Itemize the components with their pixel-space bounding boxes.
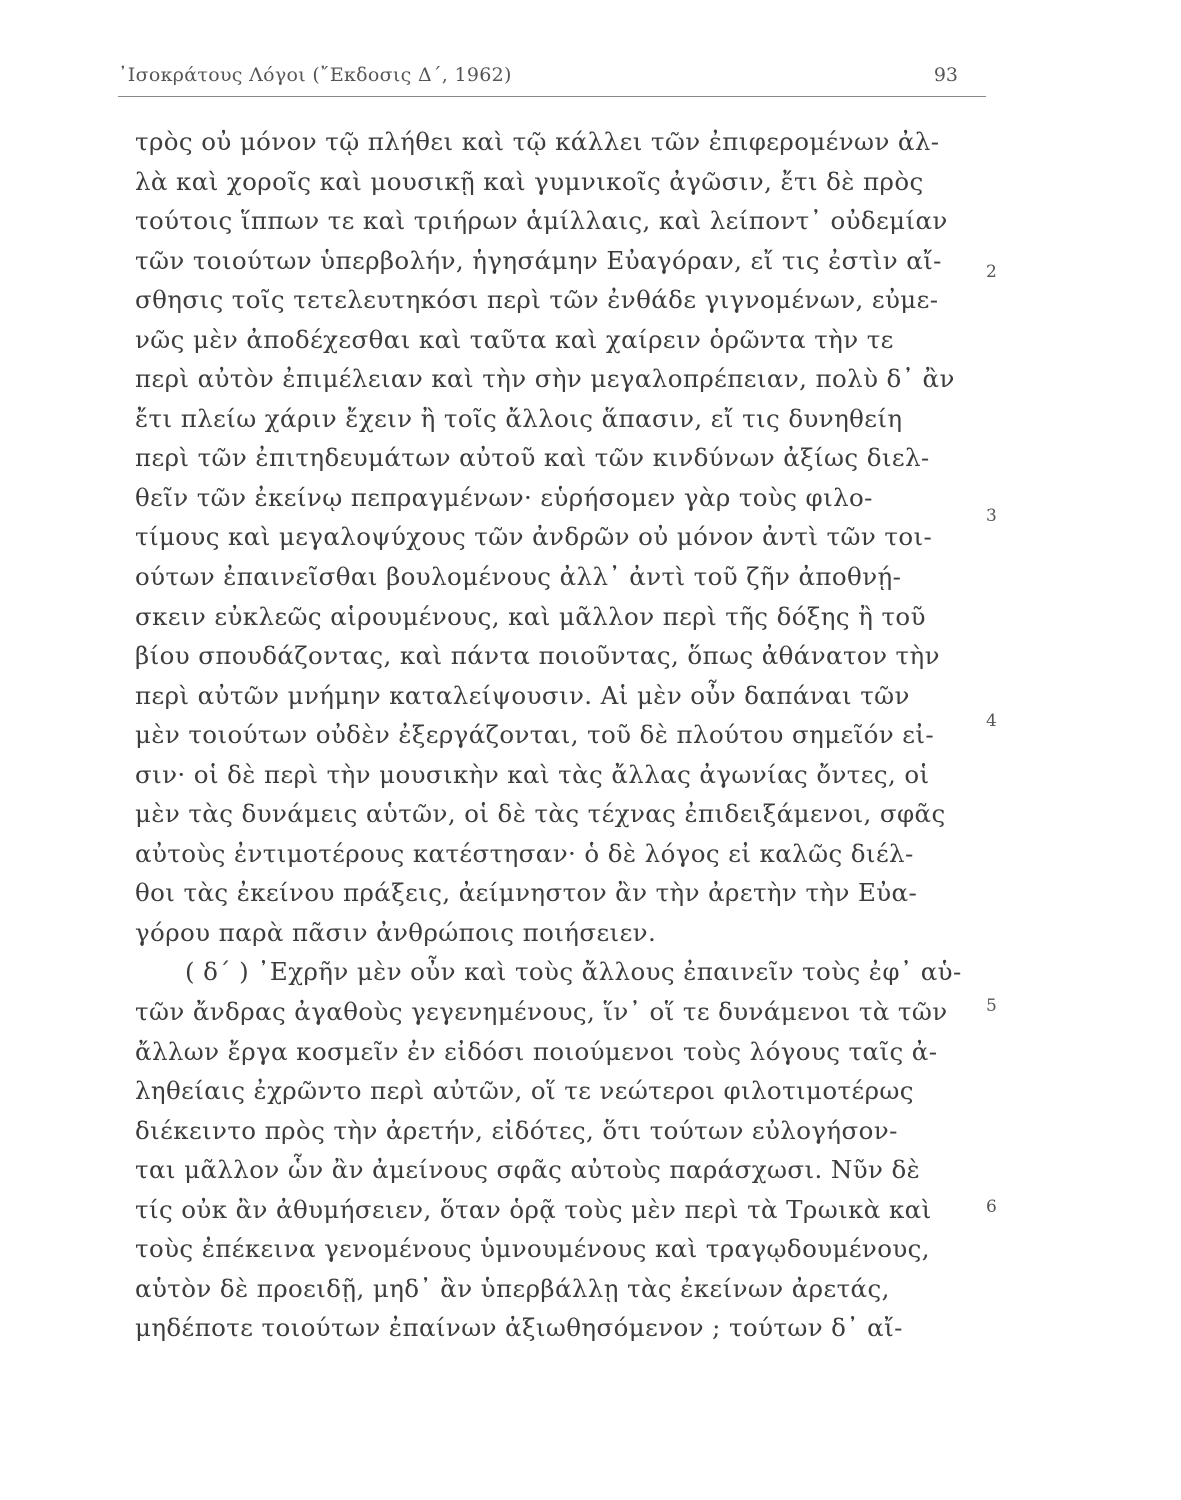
running-header <box>118 60 986 97</box>
text-line: τῶν τοιούτων ὑπερβολήν, ἡγησάμην Εὐαγόραν, εἴ τις ἐστὶν αἴ- <box>135 245 942 275</box>
section-number-margin: 6 <box>986 1197 997 1217</box>
text-line: λὰ καὶ χοροῖς καὶ μουσικῇ καὶ γυμνικοῖς ἀγῶσιν, ἔτι δὲ πρὸς <box>135 166 924 196</box>
text-line: ται μᾶλλον ὧν ἂν ἀμείνους σφᾶς αὐτοὺς παράσχωσι. Νῦν δὲ <box>135 1155 921 1185</box>
text-line: τοὺς ἐπέκεινα γενομένους ὑμνουμένους καὶ τραγῳδουμένους, <box>135 1234 930 1264</box>
text-line: τρὸς οὐ μόνον τῷ πλήθει καὶ τῷ κάλλει τῶν ἐπιφερομένων ἀλ- <box>135 127 940 156</box>
section-number-margin: 2 <box>986 262 997 282</box>
text-line: περὶ αὐτὸν ἐπιμέλειαν καὶ τὴν σὴν μεγαλοπρέπειαν, πολὺ δ᾽ ἂν <box>135 364 955 394</box>
text-line: μὲν τὰς δυνάμεις αὑτῶν, οἱ δὲ τὰς τέχνας ἐπιδειξάμενοι, σφᾶς <box>135 799 946 829</box>
text-line: αὑτὸν δὲ προειδῇ, μηδ᾽ ἂν ὑπερβάλλῃ τὰς ἐκείνων ἀρετάς, <box>135 1273 890 1303</box>
text-line: νῶς μὲν ἀποδέχεσθαι καὶ ταῦτα καὶ χαίρειν ὁρῶντα τὴν τε <box>135 324 894 354</box>
text-line: τούτοις ἵππων τε καὶ τριήρων ἁμίλλαις, καὶ λείποντ᾽ οὐδεμίαν <box>135 206 948 236</box>
section-number-margin: 4 <box>986 711 997 731</box>
text-line: διέκειντο πρὸς τὴν ἀρετήν, εἰδότες, ὅτι τούτων εὐλογήσον- <box>135 1115 898 1145</box>
text-line: σθησις τοῖς τετελευτηκόσι περὶ τῶν ἐνθάδε γιγνομένων, εὐμε- <box>135 285 939 315</box>
text-line: βίου σπουδάζοντας, καὶ πάντα ποιοῦντας, ὅπως ἀθάνατον τὴν <box>135 641 940 671</box>
text-line: ούτων ἐπαινεῖσθαι βουλομένους ἀλλ᾽ ἀντὶ τοῦ ζῆν ἀποθνῄ- <box>135 562 902 592</box>
page-number: 93 <box>933 64 958 86</box>
text-line: μηδέποτε τοιούτων ἐπαίνων ἀξιωθησόμενον ; τούτων δ᾽ αἴ- <box>135 1313 903 1343</box>
text-line: θοι τὰς ἐκείνου πράξεις, ἀείμνηστον ἂν τὴν ἀρετὴν τὴν Εὐα- <box>135 878 918 908</box>
section-number-margin: 5 <box>986 996 997 1016</box>
text-line: σκειν εὐκλεῶς αἱρουμένους, καὶ μᾶλλον περὶ τῆς δόξης ἢ τοῦ <box>135 601 926 631</box>
body-text <box>135 122 981 1348</box>
text-line: θεῖν τῶν ἐκείνῳ πεπραγμένων· εὑρήσομεν γὰρ τοὺς φιλο- <box>135 482 873 512</box>
text-line: γόρου παρὰ πᾶσιν ἀνθρώποις ποιήσειεν. <box>135 917 657 947</box>
text-line: αὐτοὺς ἐντιμοτέρους κατέστησαν· ὁ δὲ λόγος εἰ καλῶς διέλ- <box>135 838 914 868</box>
text-line: ληθείαις ἐχρῶντο περὶ αὐτῶν, οἵ τε νεώτεροι φιλοτιμοτέρως <box>135 1076 914 1106</box>
header-title: ᾽Ισοκράτους Λόγοι (῎Εκδοσις Δ΄, 1962) <box>118 64 512 86</box>
text-line: ἄλλων ἔργα κοσμεῖν ἐν εἰδόσι ποιούμενοι τοὺς λόγους ταῖς ἀ- <box>135 1036 938 1066</box>
text-line: τῶν ἄνδρας ἀγαθοὺς γεγενημένους, ἵν᾽ οἵ τε δυνάμενοι τὰ τῶν <box>135 997 948 1027</box>
text-line: σιν· οἱ δὲ περὶ τὴν μουσικὴν καὶ τὰς ἄλλας ἀγωνίας ὄντες, οἱ <box>135 759 930 789</box>
section-start-line: ( δ΄ ) ᾽Εχρῆν μὲν οὖν καὶ τοὺς ἄλλους ἐπαινεῖν τοὺς ἐφ᾽ αὑ- <box>185 957 962 987</box>
text-line: ἔτι πλείω χάριν ἔχειν ἢ τοῖς ἄλλοις ἅπασιν, εἴ τις δυνηθείη <box>135 403 903 433</box>
text-line: περὶ τῶν ἐπιτηδευμάτων αὐτοῦ καὶ τῶν κινδύνων ἀξίως διελ- <box>135 443 930 473</box>
text-line: μὲν τοιούτων οὐδὲν ἐξεργάζονται, τοῦ δὲ πλούτου σημεῖόν εἰ- <box>135 720 935 750</box>
text-line: τίς οὐκ ἂν ἀθυμήσειεν, ὅταν ὁρᾷ τοὺς μὲν περὶ τὰ Τρωικὰ καὶ <box>135 1194 932 1224</box>
text-line: τίμους καὶ μεγαλοψύχους τῶν ἀνδρῶν οὐ μόνον ἀντὶ τῶν τοι- <box>135 522 933 552</box>
section-number-margin: 3 <box>986 506 997 526</box>
text-line: περὶ αὐτῶν μνήμην καταλείψουσιν. Αἱ μὲν οὖν δαπάναι τῶν <box>135 680 910 710</box>
